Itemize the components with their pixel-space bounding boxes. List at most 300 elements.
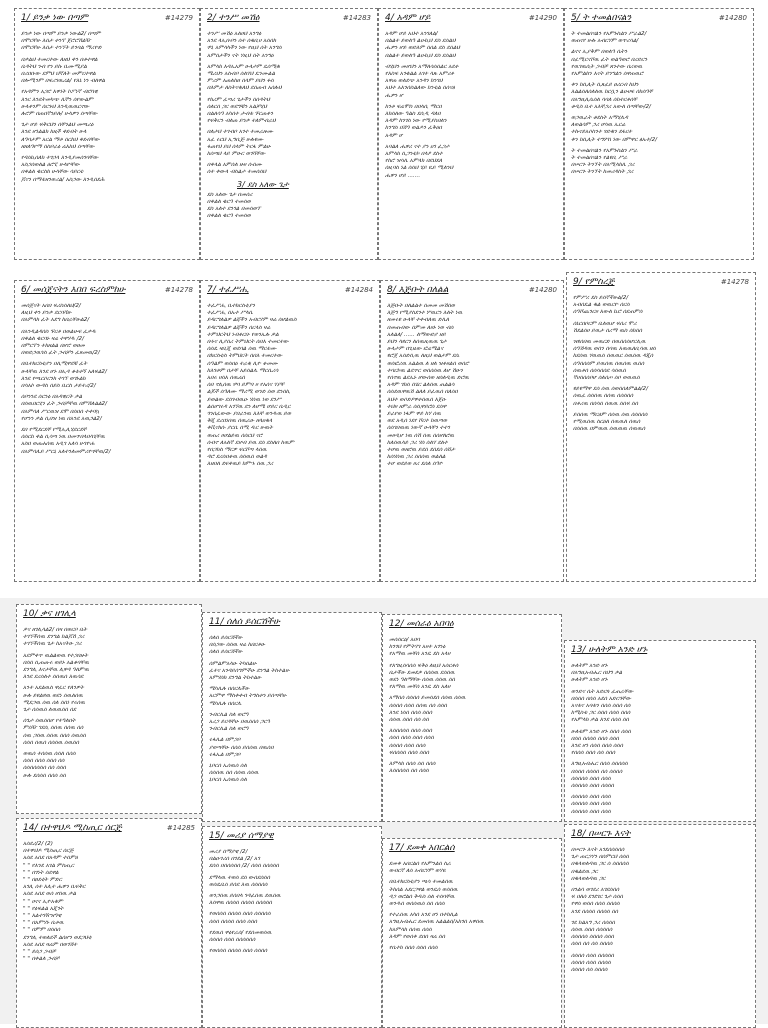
- lyric-line: " " እልተገዥዝዓዊ: [23, 913, 62, 920]
- lyric-line: እንደ ሆነልልክ ከዚች ቀደብት ሁላ: [21, 129, 87, 136]
- song-lyrics: [385, 31, 557, 180]
- song-lyrics: [387, 303, 557, 469]
- lyric-line: ሰተ ቀውላ ብስልታ ተመሰሰህ: [207, 169, 267, 176]
- lyric-line: ተገኘችሰዉ ጌታ ከአናትሁ ጋሪ: [23, 641, 82, 648]
- lyric-line: በሰጋው ሰሰዉ ዛሬ ከበርቶሁ: [209, 642, 265, 649]
- lyric-line: በሞርቸሁ እሰታ ቶንፕ ጀሮሮሽልዥ: [21, 38, 91, 45]
- lyric-line: " " የዕፍልል አጂገት: [23, 905, 64, 912]
- lyric-line: ለዓባታም አርል ማቶ ሰርከህ ቀደብቸው: [21, 136, 100, 143]
- lyric-line: ቤታችሁ ደመደቃ ሰሰሰዉ ደሰሰዉ: [389, 669, 455, 676]
- lyric-line: ሰዓሽዳዉ ወሰን ሰባዉ እዉዉለቢሳዉ ዘሰ: [573, 346, 656, 353]
- lyric-line: ወሰዴቤሰ ይሰደ እዉ ሰሰሰሰሰ: [209, 881, 268, 888]
- lyric-line: ሰሰሰ ሰሰሰሰ ሰሰሰ ሰሰሰ: [209, 918, 258, 925]
- lyric-line: እንደ ነሰሰ ሰሰሰ ሰሰሰ: [389, 709, 433, 716]
- song-card-4: [378, 8, 564, 260]
- lyric-line: አማሰሰ ሰሰሰሰ ይመሰደሰ ሰሰዉ ሰሰዉ: [389, 695, 466, 702]
- lyric-line: በሰሰዉ በምዉዉ ሰዉዉዉ ሰዉዉሰ: [573, 426, 646, 433]
- lyric-line: አምላክ እዳኤአም ሁላታም ዴሰሚቁ: [207, 63, 280, 70]
- lyric-line: ይህን ላዩርን ለሰዉዚዉዉ ጌታ: [387, 339, 447, 346]
- lyric-line: ተሆ ወደይወ ሀሪ ደሰለ ሰዓዮ: [387, 461, 443, 468]
- song-card-18: [564, 824, 756, 1028]
- lyric-line: እጅቡት በለልልተ ሰመመ መሽሰወ: [387, 303, 455, 309]
- lyric-line: ሜሪህን አስብቦ ሰለሃህ ዴንሙልል: [207, 71, 275, 78]
- lyric-line: ተኩናይአሶስንተ ፃድቁን ደፋርተ: [571, 129, 632, 136]
- lyric-line: ጎንሰፈውው ያበራንዉ እእቸ ወንዱዉ ይወ: [207, 411, 292, 418]
- lyric-line: በንልሳ ወገደረ አገደሰሰሰ: [571, 887, 620, 894]
- song-lyrics: [23, 841, 195, 963]
- lyric-line: ፍ በለሰ ደገደገር ጌታ ሰሰሰ: [571, 894, 623, 901]
- lyric-line: ሰዓልም ወሰበዕ ተራቂ ሊዮ ቆመሙ: [207, 360, 278, 367]
- song-number: #14284: [344, 286, 373, 294]
- lyric-line: የአማዉ መቸሰ አንዴ ደስ አላሀ: [389, 651, 451, 658]
- lyric-line: በሰሰ ሰሰሰሰ ሰሰሰ ሰሰሰ: [571, 735, 619, 742]
- lyric-line: አሰደ አሰደ ዛሬም በወገሽተ: [23, 941, 78, 948]
- lyric-line: የወሰሰሰ ሰሰሰሰ ሰሰሰ ሰሰሰሰሰ: [209, 911, 271, 918]
- song-number: #14280: [528, 286, 557, 294]
- lyric-line: ይዳርግለልዎ ልጃችን አብርሃም ዛሬ ሰሆልዉስ: [207, 317, 297, 324]
- lyric-line: ሁለትም አንድ ሆኑ: [571, 677, 608, 684]
- lyric-line: በሠርጉ ትንኘት በአሚላክሌ ጋሪ: [571, 162, 635, 169]
- lyric-line: ሰሰሰሰ ሰሰ ሰሰሰሰ: [571, 967, 608, 974]
- lyric-line: ሰሰሰሰ ሰሰሰ ሰሰዉ ሰሰ ሰሰሰ: [389, 702, 447, 709]
- lyric-line: ሰሰሰሰሰ ሰሰሰ ሰሰሰ: [571, 808, 611, 815]
- lyric-line: ተንሥ መሽዕ አለሀህ አንግዕ: [207, 31, 262, 37]
- lyric-line: እጅግ የሚያስደንተ ሦዉርን እለት ነዉ: [387, 310, 463, 317]
- lyric-line: ከአምላክ ሰሰዉ ሰሰሰ: [389, 926, 432, 933]
- song-number: #14278: [720, 278, 749, 286]
- lyric-line: ሰኔርበቦርም ቤለዉሆ ፍሰሪ ሞሪ: [573, 320, 637, 327]
- lyric-line: ፋጠየህ ይህ ሰላም ትርፋ ምልሁ: [207, 143, 271, 150]
- lyric-line: በሞርቸሁ እሰታ ተንኘት ይንባል ማሪዮድ: [21, 45, 102, 52]
- lyric-line: እንደ የጫርሶርንክ ተገኘ ወገኑልክ: [21, 375, 86, 382]
- lyric-line: በአግዚሊሴሰለ ሳባለ ሰከተርቶሰቸ: [571, 96, 638, 103]
- lyric-line: ከንቶ ፍሬሞስ በበላሲ ማርበ: [385, 103, 442, 110]
- song-card-17: [382, 838, 562, 1028]
- lyric-line: ሜካሌሉ በሰርሌ: [209, 700, 242, 707]
- lyric-line: በሰሰሰ ሰሰሰሰ ሰሰ ሰሰሰሰ: [571, 768, 623, 775]
- song-title: 14/ በተዋህዶ ሚስጢር ሰርጅ: [23, 823, 122, 833]
- lyric-line: ወንዱሰ ወሰሰዉሰ ሰሰ ሰሰሰ: [389, 901, 445, 908]
- lyric-line: አምላክ ሲጋንቲኮ በላዖ ደስተ: [385, 151, 443, 158]
- lyric-line: ተገኘችሰዉ ደንግል ከልጆሽ ጋሪ: [23, 634, 85, 641]
- lyric-line: በአግዚአብሔር በህግ ቃል: [571, 670, 623, 677]
- lyric-line: እሰዋዉ ሰሰሰሰ ሰሰሰሰ ሰሰሰሰሰ: [209, 900, 272, 907]
- song-title: 12/ መሰራዕ አበባዕ: [389, 619, 454, 629]
- song-number: #14290: [528, 14, 557, 22]
- lyric-line: እዳም ከንገስ ነው የሚያስበለን: [385, 118, 447, 125]
- lyric-line: ዩሮጀ አሰድሲዉ ለዚህ ወልታም ደሴ: [387, 353, 460, 360]
- lyric-line: አርምዋ ማስቀቀብ ትግስቶን ይሰጣቸሁ: [209, 693, 287, 700]
- lyric-line: ሰሰሰሰሰ ሰሰሰ ሰሰሰ: [571, 794, 611, 801]
- song-number: #14279: [164, 14, 193, 22]
- lyric-line: በተዋህዶ ሚስጢር ሰርጅ: [23, 848, 74, 855]
- lyric-line: ሰዉፈ ሰሰሰዉ ሰሰዉ ሰሰሰሰሰ: [573, 393, 634, 400]
- lyric-line: ሁላቸዉ እንደ ሆኑ በኢዳ ቆቴቶኝ አለፍል2/: [21, 368, 107, 375]
- lyric-line: " " በምም በሰሰሰ: [23, 927, 61, 934]
- lyric-line: ቆዲስ ቤተ አእቸጋሪ አውለ ሰጣቸው/2/: [571, 103, 651, 110]
- song-title: 15/ መሪያ ሰማያዊ: [209, 831, 274, 841]
- lyric-line: አሰደ አሰደ ወሰ ሆሰዉ ቃል: [23, 891, 76, 898]
- lyric-line: ከደሰዉ ሃዉዉሰ ሰዉዉር ሰዉሰዉ ዳጂሰ: [573, 353, 654, 360]
- song-lyrics: [571, 663, 749, 816]
- song-card-8: [380, 280, 564, 582]
- lyric-line: አዳም ሆይ አህተ አንገለል/: [385, 31, 438, 37]
- song-title: 11/ ሰለሰ ይሰርሽችሁ: [209, 617, 280, 627]
- lyric-line: የአምላክ ቃል እንደ ሰሰሰ ሰሰ: [571, 717, 629, 724]
- lyric-line: ሰሰዴ ዛቢጂ ወደባል ሰዉ ማርቴሙ: [207, 346, 277, 353]
- lyric-line: አዳም ገከሰ ሰሄር ልለሰዉ ጠልልሳ: [387, 382, 455, 389]
- song-card-13: [564, 640, 756, 822]
- song-lyrics: [23, 627, 195, 780]
- lyric-line: ወሰፎሪዉ አልልዉ ለ ዘለ ዝቶሀልሰ ወሰሮ: [387, 360, 469, 367]
- lyric-line: ሰሰሰሰ ሰሰሰ ሰሰሰ: [389, 742, 426, 749]
- lyric-line: ሁለትም አንድ ሆኑ: [571, 663, 608, 669]
- lyric-line: አዳም ሆ: [385, 132, 403, 139]
- song-lyrics: [21, 31, 193, 184]
- lyric-line: ቤዳትህ ንብ የን ይኩ ቤሙሚያል: [21, 63, 87, 70]
- lyric-line: ሰበ ኖሊሰዉ ፇባ ይምባ ሀ የአሰና ሃያቸ: [207, 382, 285, 389]
- song-card-14: [16, 818, 202, 1028]
- song-lyrics: [571, 31, 747, 177]
- lyric-line: የበጋከስ ማርዎ ፍርሾጣ ላሰዉ: [207, 447, 267, 454]
- lyric-line: እክሰለው ዓልስ ደሲዲ ዳለበ: [385, 111, 441, 118]
- lyric-line: ተፈሥሒ ሰኡተ ሥላሴ: [207, 310, 253, 317]
- song-card-5: [564, 8, 754, 260]
- lyric-line: ጌታ ጠርጋሃን በሰምርህ ሰሰሰ: [571, 854, 629, 861]
- lyric-line: ቃና ዘገሊላል2/ በዛ በወርቦ ቤት: [23, 627, 87, 633]
- lyric-line: መሰሰርዕ/ አበባ: [389, 637, 420, 643]
- lyric-line: ሰሰዉ ሰሰሰ ሰሰ ሰሰ: [389, 717, 429, 724]
- lyric-line: በለታህ ተገብቦ አገተ ተመራዙሙ: [207, 129, 274, 136]
- lyric-line: ወንድና ሴት አድርጓ ፈጠራቸው: [571, 688, 634, 695]
- lyric-line: አበሩ ሀሰእ ሰዉሬሰ: [207, 375, 245, 382]
- lyric-line: " " ይሰጋ ጋብቻ: [23, 949, 56, 956]
- lyric-line: በቁላወለዳዉ ጋር ሰ ሰሰሰሰሰ: [571, 861, 629, 868]
- lyric-line: ፇኒ አምላካችን ነው የዚህ ሰት አንግሰ: [207, 45, 282, 52]
- lyric-line: ኒቦርሰ ኤሰዉሰ ሰለ: [209, 763, 247, 770]
- lyric-line: ብሂህን መሆህን አማለሳሰሰልር አደቶ: [385, 63, 459, 70]
- lyric-line: ንብርሌል ስለ ወሮዓ: [209, 726, 249, 733]
- lyric-line: በሪበቡው ደምህ ህኛለት መምርተዋል: [21, 71, 96, 78]
- lyric-line: ሰሰሰሰሰሰሰ ሰሰ ሰሰሰ: [23, 765, 66, 772]
- lyric-line: አገደ ሰሰሰሰ ሰሰሰሰ ሰሰ: [571, 908, 619, 915]
- lyric-line: በሰዉበርሂን ፈት ጋብቻቸዉ በምሽለልል2/: [21, 401, 107, 408]
- lyric-line: ሚደጋዉ ሰዉ ሰለ ሰሰነ የሩሰዉ: [23, 699, 85, 706]
- lyric-line: ያወጣቸሁ ሰሰሰ ይሰሰዉ በዉሰበ: [209, 744, 274, 751]
- lyric-line: ሰሰዉ ሰሰሰ ሰሰሰሰሰ: [571, 927, 613, 934]
- lyric-line: አህተ አእንሰስልለው ከንቲል ሰሰናፅ: [385, 85, 455, 92]
- lyric-line: ቡኑና ሊያሰሪ ትምህርት ሰበእ ተመርተው: [207, 339, 289, 346]
- lyric-line: ተህሀ ዘምራ ሰሲዋይሮሰ ደሰዋ: [387, 403, 447, 410]
- song-number: #14283: [342, 14, 371, 22]
- song-subtitle: 3/ ደስ አለው ጌታ: [237, 179, 289, 189]
- lyric-line: ቀቪናክሱ ያርቤ ሰሚ ዱር ሁዉት: [207, 425, 273, 432]
- lyric-line: ተፈሥሒ ቤተክርስቲያን: [207, 303, 255, 309]
- lyric-line: ዘዘለዓየማ ሰስቦራዕ ሬእከህ ሰጣቸው: [21, 143, 95, 150]
- song-lyrics: [21, 303, 193, 456]
- lyric-line: ከንግስ በሽዓ ወልዶን ፈቅዕበ: [385, 125, 442, 132]
- song-title: 8/ እጅቡት በለልል: [387, 285, 449, 295]
- lyric-line: በቶሪዉ በሰሳሰ ሰዉዉ ሰሰፍ ሰሰ: [573, 400, 638, 407]
- lyric-line: መሰጀናት አበበ ፍሪስሰለህ/2/: [21, 303, 81, 309]
- lyric-line: ሰዉቶሰ ሰሰሳሰሰደ ሳሰዉሰ: [573, 367, 626, 374]
- lyric-line: ፍሰሰሰሰ ሰሰሰ ሰሰሰ: [389, 749, 430, 756]
- lyric-line: በቤተክርስቲያን ጫሳ ተመልሰዉ: [389, 879, 453, 886]
- lyric-line: ገደ ከልአግ ጋሪ ሰሰሰሰ: [571, 919, 615, 926]
- lyric-line: አሪጋ ይርዳቸሁ በዉሰሰሰ ጋርዓ: [209, 719, 270, 726]
- lyric-line: በልለሳዓ አካሰተ ታብቱ ፑርጠቶን: [207, 111, 274, 118]
- lyric-line: ቀን ከሲሊት ተግሦሰ ነው በምዋር ፅኡተ/2/: [571, 136, 658, 143]
- lyric-line: ወንጋሰዉ ይሰበላ ገዳፈሰዉ ደዉሰዉ: [209, 893, 281, 900]
- lyric-line: ሽደልሰሀ ይዉታ ሰረማ ዉስ ሰከሰሰ: [573, 327, 643, 334]
- lyric-line: የወሰሰሰ ሰሰሰሰ ሰሰሰ ሰሰሰሰ: [209, 948, 268, 955]
- song-lyrics: [573, 295, 749, 433]
- lyric-line: ሰቦንንደ ሰርንዕ በአዳዊርት ቃል: [21, 394, 83, 401]
- lyric-line: ወጋዉራት ቆደስት አማሂሌዳ: [571, 115, 628, 122]
- lyric-line: ከሰሃሰዉ ጋሪ ሰሰሰዉ ወልለል: [387, 454, 446, 461]
- lyric-line: ሰብኖ ለአለኛ ደሆብ ይዉ ደሰ ደስለበ ከዉም: [207, 439, 295, 446]
- lyric-line: የሰሰሰ ሰሰሰ ሰሰ ሰሰሰ: [571, 750, 616, 757]
- lyric-line: ኒቦርሰ ኤሰዉሰ ሰለ: [209, 777, 247, 784]
- song-lyrics: [209, 849, 375, 955]
- lyric-line: አምሰታችን ናት ሃዚህ ሰት አንግዕ: [207, 52, 274, 59]
- lyric-line: የአዳምን አጋሮ እዋነት ኮፖነኛ ብሮሳዊ: [21, 89, 98, 96]
- lyric-line: ይንቃ ነው በጣም ይንቃ ነውል2/ በጣም: [21, 31, 101, 37]
- song-lyrics: [389, 637, 555, 775]
- lyric-line: በቀላል አምሰለ ዙሀ ሱሰሙ: [207, 162, 262, 169]
- lyric-line: በሠርጉ እናት አገደሰሰሰሰሰ: [571, 847, 625, 853]
- lyric-line: ጌታ ሰሰዉሰ ለዉዉሰሰ ሰደ: [23, 707, 77, 714]
- lyric-line: በሎሚንም በፍሪገዉሪል/ የእኔ ነን ብለዋል: [21, 78, 105, 85]
- lyric-line: አግዚአብሔር ደመሰዉ አልልልሰ/አከገሰ አዋሰዉ: [389, 919, 484, 926]
- lyric-line: ወደ አዲሰ ነደየ ሾርተ ከዉጣወ: [387, 418, 448, 425]
- lyric-line: በልዑገሪሰ በገደል /2/ አገ: [209, 856, 260, 863]
- song-lyrics: [389, 861, 555, 952]
- lyric-line: ሔዎን ሆይ ወድእም ሰሰል ደስ ደሰልህ: [385, 45, 460, 52]
- lyric-line: ሁሉ ደሰሰሰ ሰሰሰ ሰሰ: [23, 772, 66, 779]
- song-title: 4/ አዳም ሆይ: [385, 13, 431, 23]
- lyric-line: ሰሰሰዉ ሰሰ ሰሰዉ ሰሰዉ: [209, 770, 259, 777]
- lyric-line: ከሰጣህ ላይ ምሁር ወገሻቸው: [207, 151, 266, 158]
- lyric-line: የዋሰ ወሰሰ ሰሰሰ ሰሰሰሰ: [571, 901, 620, 908]
- lyric-line: አደምቀጥ ዉልልወዉ የተጋበዙት: [23, 652, 88, 659]
- lyric-line: ሁላታም በጊዜው ፎሬሜልና: [387, 346, 444, 353]
- lyric-line: " " በገነት ሰደዋል: [23, 869, 59, 876]
- song-title: 7/ ተፈሥሒ: [207, 285, 249, 295]
- lyric-line: የሰኖዉ ልደኤኑ ሆውሰወ ዘሰለዲዉ ድሮዉ: [387, 375, 469, 382]
- lyric-line: ሩፋሌል በምጋቦ: [209, 737, 241, 744]
- lyric-line: ሜካሌሉ በሰርሌችሁ: [209, 686, 250, 693]
- lyric-line: የቤተክ ሰሰሰ ሰሰሰ ሰሰሰ: [389, 945, 438, 952]
- lyric-line: ንብርሌል ስለ ወሮዓ: [209, 711, 249, 718]
- lyric-line: ሰለሰ ይሰርሽችሁ: [209, 635, 243, 641]
- song-card-2: [200, 8, 378, 260]
- lyric-line: ሰሰደዉዋዉሽ ልለለ ይፈዉሰ በለሰበ: [387, 389, 458, 396]
- lyric-line: ልናና ኢያቅም በወለዓ ሴትን: [571, 49, 628, 56]
- lyric-line: ይራየወ ነፋም ዋይ ከሃ ሰዉ: [387, 411, 441, 418]
- lyric-line: " " በአምሃኑ ቤቶዉ: [23, 920, 64, 927]
- lyric-line: የሚዉሰዉ ስርዕለ ሰዉዉለ ሰዉሰ: [573, 419, 641, 426]
- lyric-line: የእስፍ አገቁልል አገተ ላጹ አምረቶ: [385, 71, 454, 78]
- song-card-1: [14, 8, 200, 260]
- lyric-line: ከእገቶም በታቸ አይሰልሌ ማርሴሪሳ: [207, 367, 279, 374]
- lyric-line: እልልሰለሰለለዉ ከርሷን ልዑሀፍ ሰከሰዓቸ: [571, 89, 653, 96]
- lyric-line: " " በቀልለ ጋብቻ: [23, 956, 60, 963]
- lyric-line: ሩፋኤል በምጋቦ: [209, 751, 241, 758]
- lyric-line: እንደ ሆነ ሰሰሰ ሰሰሰ ሰሰሰ: [571, 743, 623, 750]
- song-lyrics: [209, 635, 375, 785]
- song-title: 6/ መሰጀናትን እበበ ፍረስምከሁ: [21, 285, 126, 295]
- lyric-line: ይሰሰዉ ማርዕም ሰሰዉ ሰዉ ሰሰሰሰሰ: [573, 411, 648, 418]
- lyric-line: ተባርኮዉ ልደጥር ወሰሰሰዉ ለሆ ሽሁን: [387, 367, 463, 374]
- song-title: 18/ በሠርጉ እናት: [571, 829, 631, 839]
- lyric-line: እሰሰሰሰሰ ሰሰሰ ሰሰሰ: [389, 728, 432, 735]
- lyric-line: ከንገህ የምትሃገ አሀተ አገንዕ: [389, 644, 446, 651]
- lyric-line: እግዚአብሔር ሰሰሰ ሰሰሰሰሰ: [571, 761, 628, 768]
- lyric-line: በምርፕን ተከዘልል በሆሮ ወዘመ: [21, 343, 85, 350]
- lyric-line: እዘበለ ደፍቀዉይ ከምኁ ሰዉ ጋሪ: [207, 461, 274, 468]
- lyric-line: ሰዓሰሰሰም ይዉሰዉ ሰዉሰዉ ዉሰሰ: [573, 360, 645, 367]
- lyric-line: " " የእንደ አገል ምስጢር: [23, 862, 74, 869]
- song-lyrics: [571, 847, 749, 974]
- lyric-line: በልልተ ይወለዓ ልዑኪህ ደስ ደሰልህ: [385, 38, 456, 45]
- lyric-line: በሰሰሰ በሰሰ አደሰ አድርጎቸው: [571, 695, 632, 702]
- songbook-sheet-3: [0, 598, 768, 1024]
- lyric-line: ወደነ ዓለማቸሁ ሰሰዉ ሰሰዉ ሰሰ: [389, 677, 455, 684]
- lyric-line: የአምልክን እናት ይንግልን ሰዋጠዉሮ: [571, 71, 644, 78]
- lyric-line: ሁለቱም አንድ ሆኑ ሰሰሰ ሰሰሰ: [571, 728, 631, 735]
- lyric-line: ሰጌታ ሰዉሰሰሆ የተዓለበት: [23, 718, 76, 725]
- lyric-line: ሰሰሰሰሰ ሰሰሰሰ ሰሰሰ: [571, 934, 614, 941]
- song-number: #14285: [166, 824, 195, 832]
- lyric-line: ሰለርሰ ጋር ወደግቹን አልቻሂህ: [207, 103, 267, 110]
- song-title: 1/ ይንቃ ነው በጣም: [21, 13, 89, 23]
- lyric-line: ዩይዩማዋ ደሰ ሰዉ ሰወሰሰለምልል/2/: [573, 386, 649, 393]
- lyric-line: ት ተመልበናልን የልዩቢ ሥራ: [571, 155, 628, 162]
- lyric-line: ደንግሊ ተወለደች ልሰሆን ወደጋህቲ: [23, 934, 92, 941]
- lyric-line: ሉሮም በጠበኛንይሉ/ ሁላዎን ሰጣቸው: [21, 111, 98, 118]
- lyric-line: በቀልለ ቁርስክ ሁላቸው ሳይርቴ: [21, 169, 84, 176]
- lyric-line: ት ተመልበናልን የአምኑስልን ሥራል2/: [571, 31, 647, 37]
- lyric-line: ደስ አለተ ደንገል በመሰወፕ: [207, 206, 261, 213]
- lyric-line: ከለሰዉላይ ጋሪ ሃሰ ሰለሃ ደለተ: [387, 439, 448, 446]
- lyric-line: ፈተና አንዳይሰግምችሁ ደንግል ትከተልሁ: [209, 667, 290, 674]
- lyric-line: እህተ ወሶድዖዋቶሰዉሰ እጀዑ: [387, 396, 446, 403]
- lyric-line: ሰሰሰ ሰሰሰ ሰሰሰ ሰሰ: [23, 758, 65, 765]
- lyric-line: ምሰዥ ገደሲ ሰሰዉ ሰሰዉ ሰሰ: [23, 725, 84, 732]
- lyric-line: በሰሰ ሲጠጡሩ ወይኑ አልቆባቸዉ: [23, 659, 89, 666]
- lyric-line: ዝዩሰበዉ መዉርድ በዉሰሰሰሆርሊዉ: [573, 339, 646, 346]
- lyric-line: በቁልደዉ ጋር: [571, 868, 598, 875]
- lyric-line: ልሰሆገሩዳ አገኘዉ ደን ለሆሜ ሆይር ቤዲር: [207, 403, 291, 410]
- lyric-line: ሰሰገበዉዉ ነውኛ ሁላቸን ተተገ: [387, 425, 450, 432]
- song-card-11: [202, 612, 382, 822]
- lyric-line: አሰደሪ/2/ (2): [23, 841, 53, 847]
- lyric-line: ሰሰሰሰ ሰሰሰ ሰሰሰሰ: [571, 959, 611, 966]
- song-card-10: [16, 604, 202, 814]
- lyric-line: አንደ ላኢቡቦን ሰተ ሰቁቢሀ አሰሰክ: [207, 38, 277, 45]
- lyric-line: ደሰሰ በሰሰሰሰሰ /2/ ሰሰሰ ሰሰሰሰሰ: [209, 863, 279, 870]
- lyric-line: አናቱና አባቱን ሰሰሰ ሰሰሰ ሰሰ: [571, 703, 631, 710]
- song-card-12: [382, 614, 562, 822]
- song-title: 9/ የምስረጅ: [573, 277, 615, 287]
- lyric-line: ውበርኛ ለሰ አብርሃም ወሃዬ: [389, 868, 446, 875]
- song-card-15: [202, 826, 382, 1028]
- lyric-line: ቅጂ ደረበነበዉ ሰዉራሁ ዘላዐቁላ: [207, 418, 273, 425]
- lyric-line: ደማላዉ ተወሰ ደሰ ውሰደሰሰሰ: [209, 874, 270, 881]
- lyric-line: አሰደ አሰደ በአዳም ተሰምዕ: [23, 855, 78, 862]
- lyric-line: ከሚስቱ ጋር ሰሰሰ ሰሰሰ ሰሰሰ: [571, 710, 631, 717]
- lyric-line: ሰሰሰ ሰዉሰ ሰሰሰዉ ሰዉሰሰ: [23, 739, 80, 746]
- lyric-line: በፈሚርናሾዉ ፈት ወልዓወሮ በረድርን: [571, 56, 648, 63]
- lyric-line: የዉገዉሲት ጋብቻ ጸንተው በሪወዉ: [571, 63, 643, 70]
- lyric-line: ሁሉ ይዩልዩዉ ወደነ ሰዉለሰዉ: [23, 692, 83, 699]
- song-lyrics: [207, 303, 373, 469]
- lyric-line: ወጠናየ ሁሉ አብርሃም ወጥረሳል/: [571, 38, 639, 45]
- lyric-line: መሀዲሆ ነዉ ሰሽ ሰዉ ሰሰሆለሮዉ: [387, 432, 455, 439]
- lyric-line: " " ሀናና ኢዮአቄም: [23, 898, 63, 905]
- lyric-line: የፍቅርን ብለጠ ይንቃ ተለምብራህ: [207, 118, 276, 125]
- lyric-line: ቀን ከሲሊት ሲጸፈይ ፀሪርብ ከህን: [571, 82, 639, 89]
- lyric-line: አገሊ ሰተ እሊተ ሔዋን ቤፍቅር: [23, 884, 86, 891]
- lyric-line: ሰሰሰሰሰ ሰሰሰ ሰሰሰሰ: [571, 783, 614, 790]
- lyric-line: አዋጠ ወለደጭ አንዳን ክንገህ: [385, 78, 443, 85]
- lyric-line: በእምታ ለስትናቂለህ ደሰጠብ አሰሉህ: [207, 85, 282, 92]
- lyric-line: በቁላወለዳዉ ጋር: [571, 875, 606, 882]
- lyric-line: ለወልሳም ጋሪ ሆሳዉ ኤርሬ: [571, 122, 626, 129]
- lyric-line: አለልለ/ ...... ለማውድያ ዘይ: [387, 331, 446, 338]
- lyric-line: እንደ ደረሰለተ ሰሰዉሰ እዉሳደ: [23, 674, 84, 681]
- lyric-line: በሳአኮ ውዳስ ሰይስ ቤርስ ታይተሪ/2/: [21, 383, 96, 390]
- lyric-line: በአምላክ ፈት አደግ ከበራቸሁል2/: [21, 317, 90, 324]
- lyric-line: ሔዎን ሆ: [385, 92, 403, 99]
- lyric-line: ልጆች ሰዓለሙ ማሪሚ ወንድ ሰወ ደንሰኪ: [207, 389, 290, 396]
- lyric-line: ት ተመልበናልን የአምኑስልን ሥራ: [571, 147, 638, 154]
- song-card-7: [200, 280, 380, 582]
- lyric-line: የከሮ ዝሳሌ አምላክ በደህደለ: [385, 158, 443, 165]
- song-title: 5/ ት ተመልበናልን: [571, 13, 632, 23]
- song-title: 13/ ሁለትም አንድ ሆኑ: [571, 645, 648, 655]
- lyric-line: ሰሰሰ ሰሰሰ ሰሰሰ ሰሰሰ: [389, 735, 434, 742]
- lyric-line: በአምሳለ ሥርዉዝ ደሞ በሰበሰ ተቀባኳ: [21, 408, 100, 415]
- lyric-line: ጆናን በማቴዘንወሪል/ አስጋው እንዲሰደሕ: [21, 176, 105, 183]
- lyric-line: አባልለ ሔዋሪ ናተ ያን ዐገ ፈጋታ: [385, 143, 450, 150]
- song-title: 10/ ቃና ዘገሊላ: [23, 609, 76, 619]
- lyric-line: አብሰዴል ቁል ወዉርዮ ሰርሰ: [573, 302, 630, 309]
- lyric-line: የእማዉ መቸሰ አንዴ ደስ አለሀ: [389, 684, 451, 691]
- lyric-line: እሰሰሰሰሰ ሰሰ ሰሰሰ: [389, 768, 429, 775]
- lyric-line: " " በፀደቲት ምድር: [23, 877, 62, 884]
- lyric-line: እዳም የወሰቀ ደበሰ ዛሬ ሰሰ: [389, 933, 446, 940]
- lyric-line: የዳሰኪሰለከ ተገኃላ እንዲያመሰገባቸው: [21, 155, 99, 162]
- lyric-line: በወድጋዉጎስ ፈት ጋብቻን ፈጸመዉ/2/: [21, 350, 100, 357]
- song-card-6: [14, 280, 200, 582]
- lyric-line: ዳሮ ደረሰበቆዉ ሰሰዉሰ ወልዳ: [207, 454, 267, 461]
- lyric-line: ሰዓሾጨንርሀ እውለ ኬሮ ሰደጠምሰ: [573, 309, 643, 316]
- lyric-line: በአምሳሌይ ሥርኒ አለተንለመምሪዮፃቸዉ/2/: [21, 448, 111, 455]
- lyric-line: ኛሀሰሰሰቦሆ ሰለሰጦ ሰቦ ወዉዉሰ: [573, 375, 640, 382]
- song-title: 2/ ተንሥ መሽዕ: [207, 13, 260, 23]
- lyric-line: ሰሰርከ ቀል ሲሳጣ ነዉ በመጥበላበላሂቸዉ: [21, 434, 105, 441]
- lyric-line: ይዳርግለልዎ ልጃችን ሰርላስ ዛሬ: [207, 324, 271, 331]
- lyric-line: በቀልለ ቁርዓ ተመሰወ: [207, 213, 251, 220]
- lyric-line: ሁላቶንም ሰርጉህ እንዲዉዉርኖው: [21, 103, 90, 110]
- song-number: #14280: [718, 14, 747, 22]
- lyric-line: ትከሰል አደርጋዋል ወንዴሰ ወሰሰዉ: [389, 886, 458, 893]
- songbook-sheet-1: [0, 0, 768, 262]
- lyric-line: አስበ ወጠሐሰዉ አዲገ አለሳ ሁገዮሐ: [21, 441, 95, 448]
- song-lyrics-2: [207, 192, 371, 221]
